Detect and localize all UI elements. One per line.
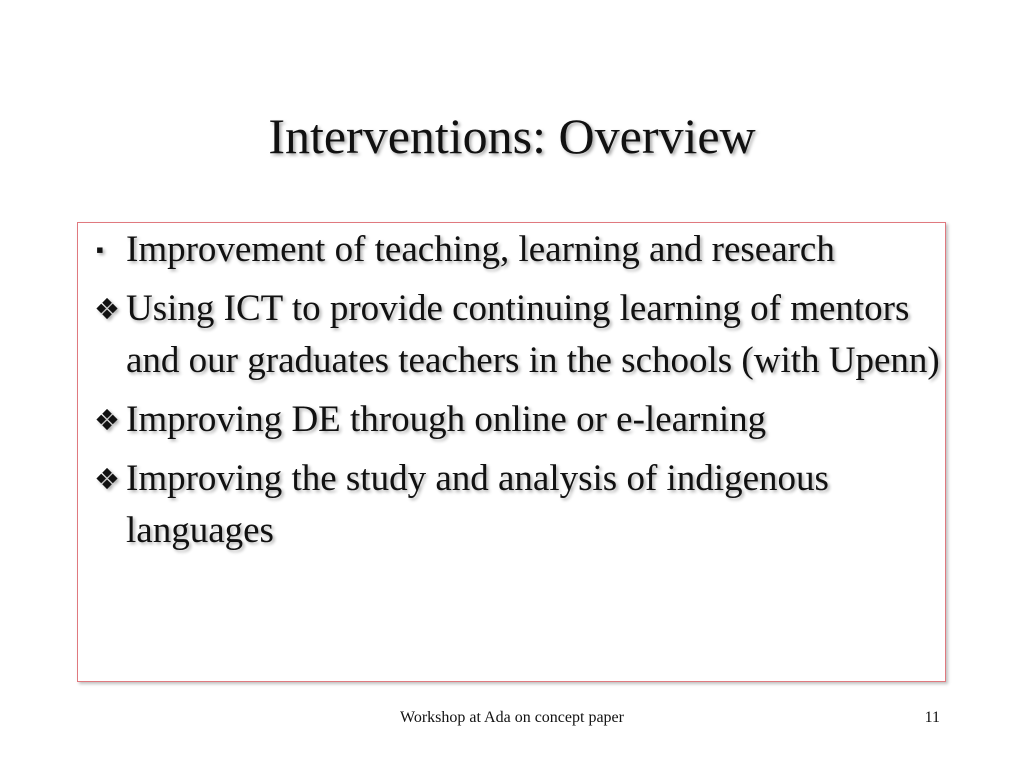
bullet-item [92,283,942,387]
four-diamond-bullet-icon: ❖ [94,403,120,437]
four-diamond-bullet-icon: ❖ [94,292,120,326]
slide-title: Interventions: Overview [268,108,756,164]
bullet-item [92,394,942,446]
bullet-item [92,453,942,557]
bullet-text: Improvement of teaching, learning and research [126,229,835,270]
bullet-text: Improving the study and analysis of indigenous languages [126,458,829,551]
bullet-list [92,224,942,564]
four-diamond-bullet-icon: ❖ [94,462,120,496]
bullet-item [92,224,942,276]
slide-footer: Workshop at Ada on concept paper [400,709,624,726]
bullet-text: Improving DE through online or e-learning [126,399,767,440]
square-bullet-icon: ▪ [96,237,104,262]
bullet-text: Using ICT to provide continuing learning of mentors and our graduates teachers in the schools (with Upenn) [126,288,940,381]
slide-number: 11 [924,709,940,726]
